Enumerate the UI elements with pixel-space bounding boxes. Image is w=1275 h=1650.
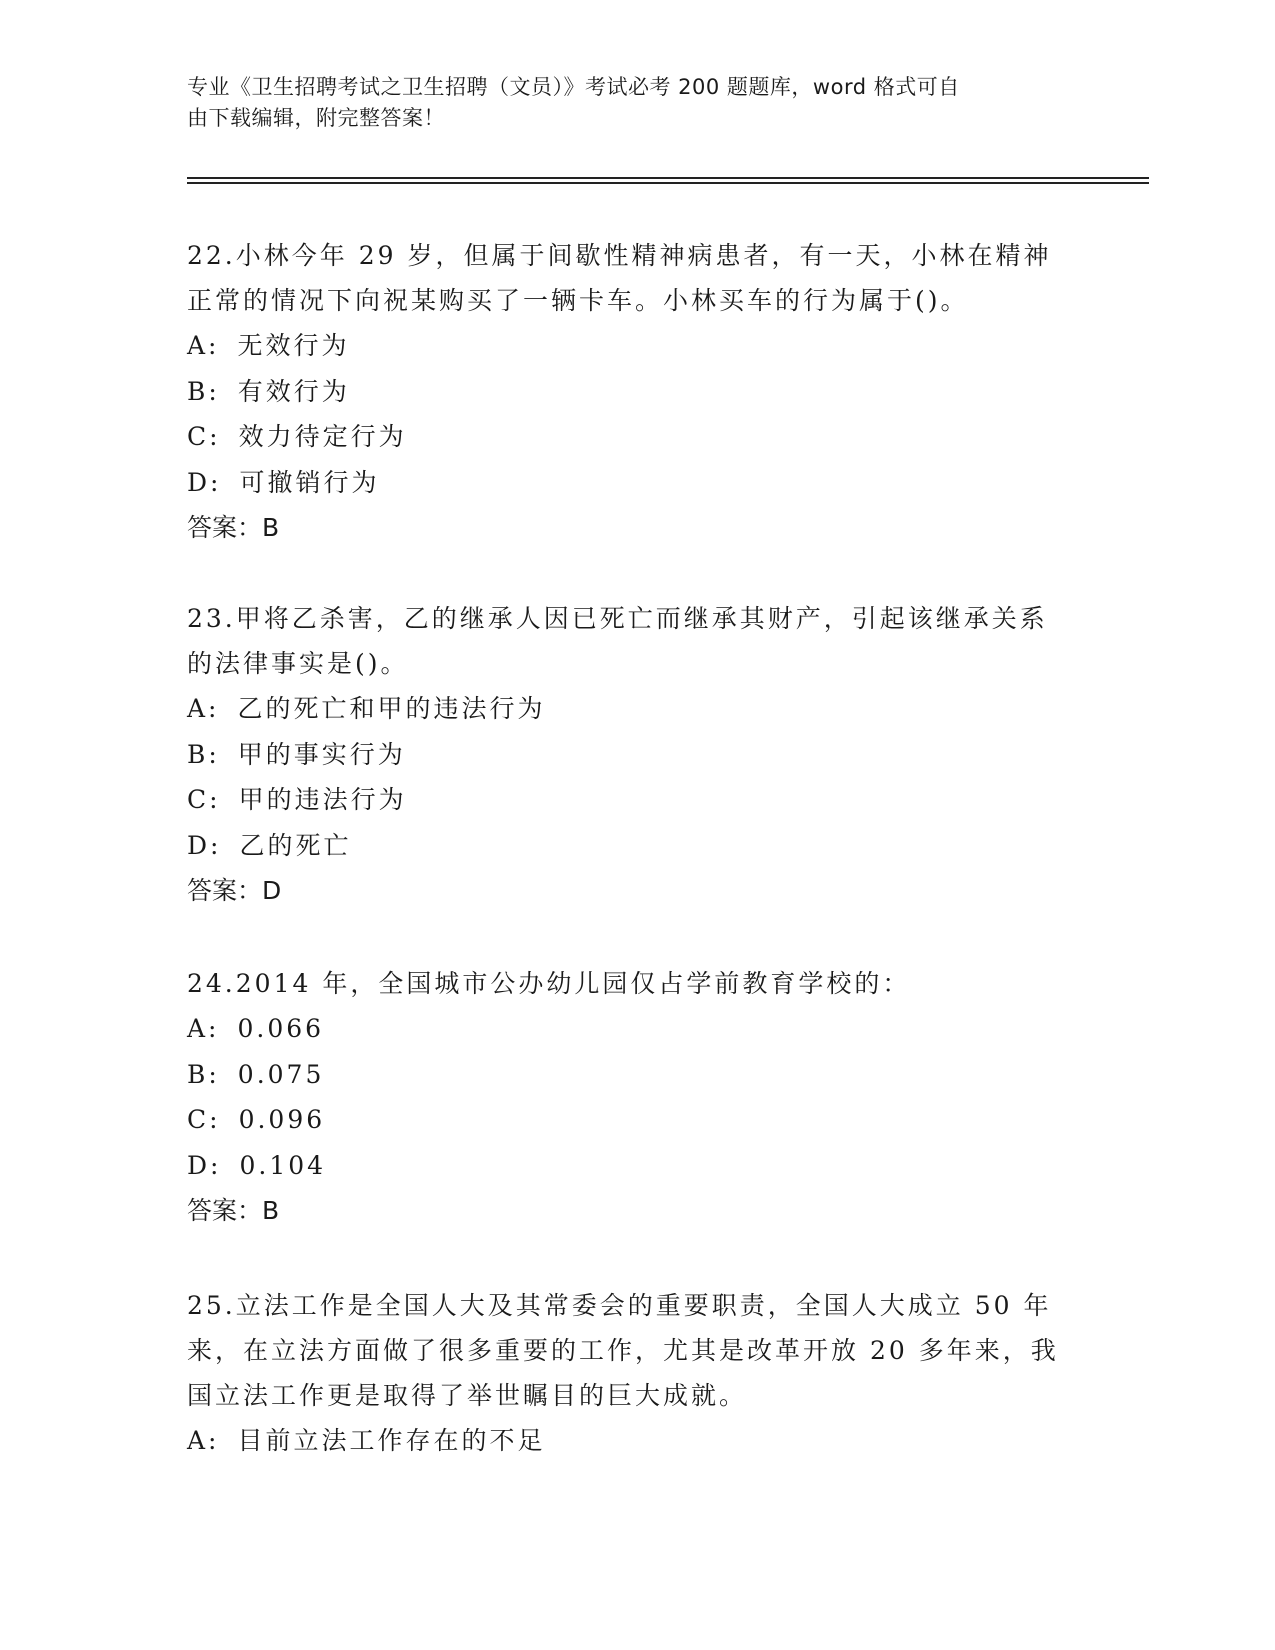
option-b — [187, 369, 1087, 415]
option-text: 0.096 — [238, 1105, 326, 1134]
option-a — [187, 323, 1087, 369]
header-line: 由下载编辑，附完整答案！ — [187, 106, 445, 130]
option-text: 甲的违法行为 — [238, 785, 407, 814]
option-text: 可撤销行为 — [239, 467, 380, 497]
option-a — [187, 686, 1087, 732]
option-key: D: — [187, 830, 222, 860]
option-key: B: — [187, 739, 220, 769]
question-stem-line: 23.甲将乙杀害，乙的继承人因已死亡而继承其财产，引起该继承关系 — [187, 604, 1048, 633]
option-text: 0.104 — [239, 1150, 327, 1180]
answer: 答案：B — [187, 513, 280, 542]
option-key: C: — [187, 1105, 221, 1134]
option-key: B: — [187, 376, 220, 406]
option-key: A: — [187, 694, 220, 723]
question-stem-line: 25.立法工作是全国人大及其常委会的重要职责，全国人大成立 50 年 — [187, 1291, 1052, 1320]
option-c — [187, 777, 1087, 823]
question-stem-line: 24.2014 年，全国城市公办幼儿园仅占学前教育学校的： — [187, 969, 911, 998]
document-header — [187, 72, 1067, 134]
option-b — [187, 732, 1087, 778]
option-a — [187, 1418, 1087, 1464]
question-stem-line: 的法律事实是()。 — [187, 649, 409, 678]
question-stem-line: 正常的情况下向祝某购买了一辆卡车。小林买车的行为属于()。 — [187, 286, 969, 315]
option-key: A: — [187, 331, 220, 360]
header-line: 专业《卫生招聘考试之卫生招聘（文员）》考试必考 200 题题库，word 格式可自 — [187, 75, 960, 99]
option-key: A: — [187, 1014, 220, 1043]
question-stem-line: 来，在立法方面做了很多重要的工作，尤其是改革开放 20 多年来，我 — [187, 1336, 1059, 1365]
option-text: 乙的死亡和甲的违法行为 — [237, 694, 546, 723]
option-key: B: — [187, 1059, 220, 1089]
option-c — [187, 1097, 1087, 1143]
option-key: D: — [187, 467, 222, 497]
option-d — [187, 823, 1087, 869]
option-text: 效力待定行为 — [238, 422, 407, 451]
option-d — [187, 460, 1087, 506]
answer: 答案：B — [187, 1196, 280, 1225]
option-text: 0.075 — [237, 1059, 325, 1089]
question-23 — [187, 596, 1087, 913]
option-text: 0.066 — [237, 1014, 325, 1043]
option-key: A: — [187, 1426, 220, 1455]
option-d — [187, 1143, 1087, 1189]
option-text: 目前立法工作存在的不足 — [237, 1426, 546, 1455]
answer: 答案：D — [187, 876, 282, 905]
option-text: 乙的死亡 — [239, 830, 352, 860]
question-stem-line: 22.小林今年 29 岁，但属于间歇性精神病患者，有一天，小林在精神 — [187, 241, 1052, 270]
question-24 — [187, 961, 1087, 1233]
question-stem-line: 国立法工作更是取得了举世瞩目的巨大成就。 — [187, 1381, 748, 1410]
header-divider — [187, 177, 1149, 179]
option-text: 有效行为 — [237, 376, 350, 406]
option-key: C: — [187, 785, 221, 814]
header-divider — [187, 182, 1149, 184]
question-22 — [187, 233, 1087, 550]
option-a — [187, 1006, 1087, 1052]
option-b — [187, 1052, 1087, 1098]
option-key: D: — [187, 1150, 222, 1180]
option-text: 甲的事实行为 — [237, 739, 406, 769]
option-text: 无效行为 — [237, 331, 350, 360]
option-c — [187, 414, 1087, 460]
question-25 — [187, 1283, 1087, 1464]
option-key: C: — [187, 422, 221, 451]
